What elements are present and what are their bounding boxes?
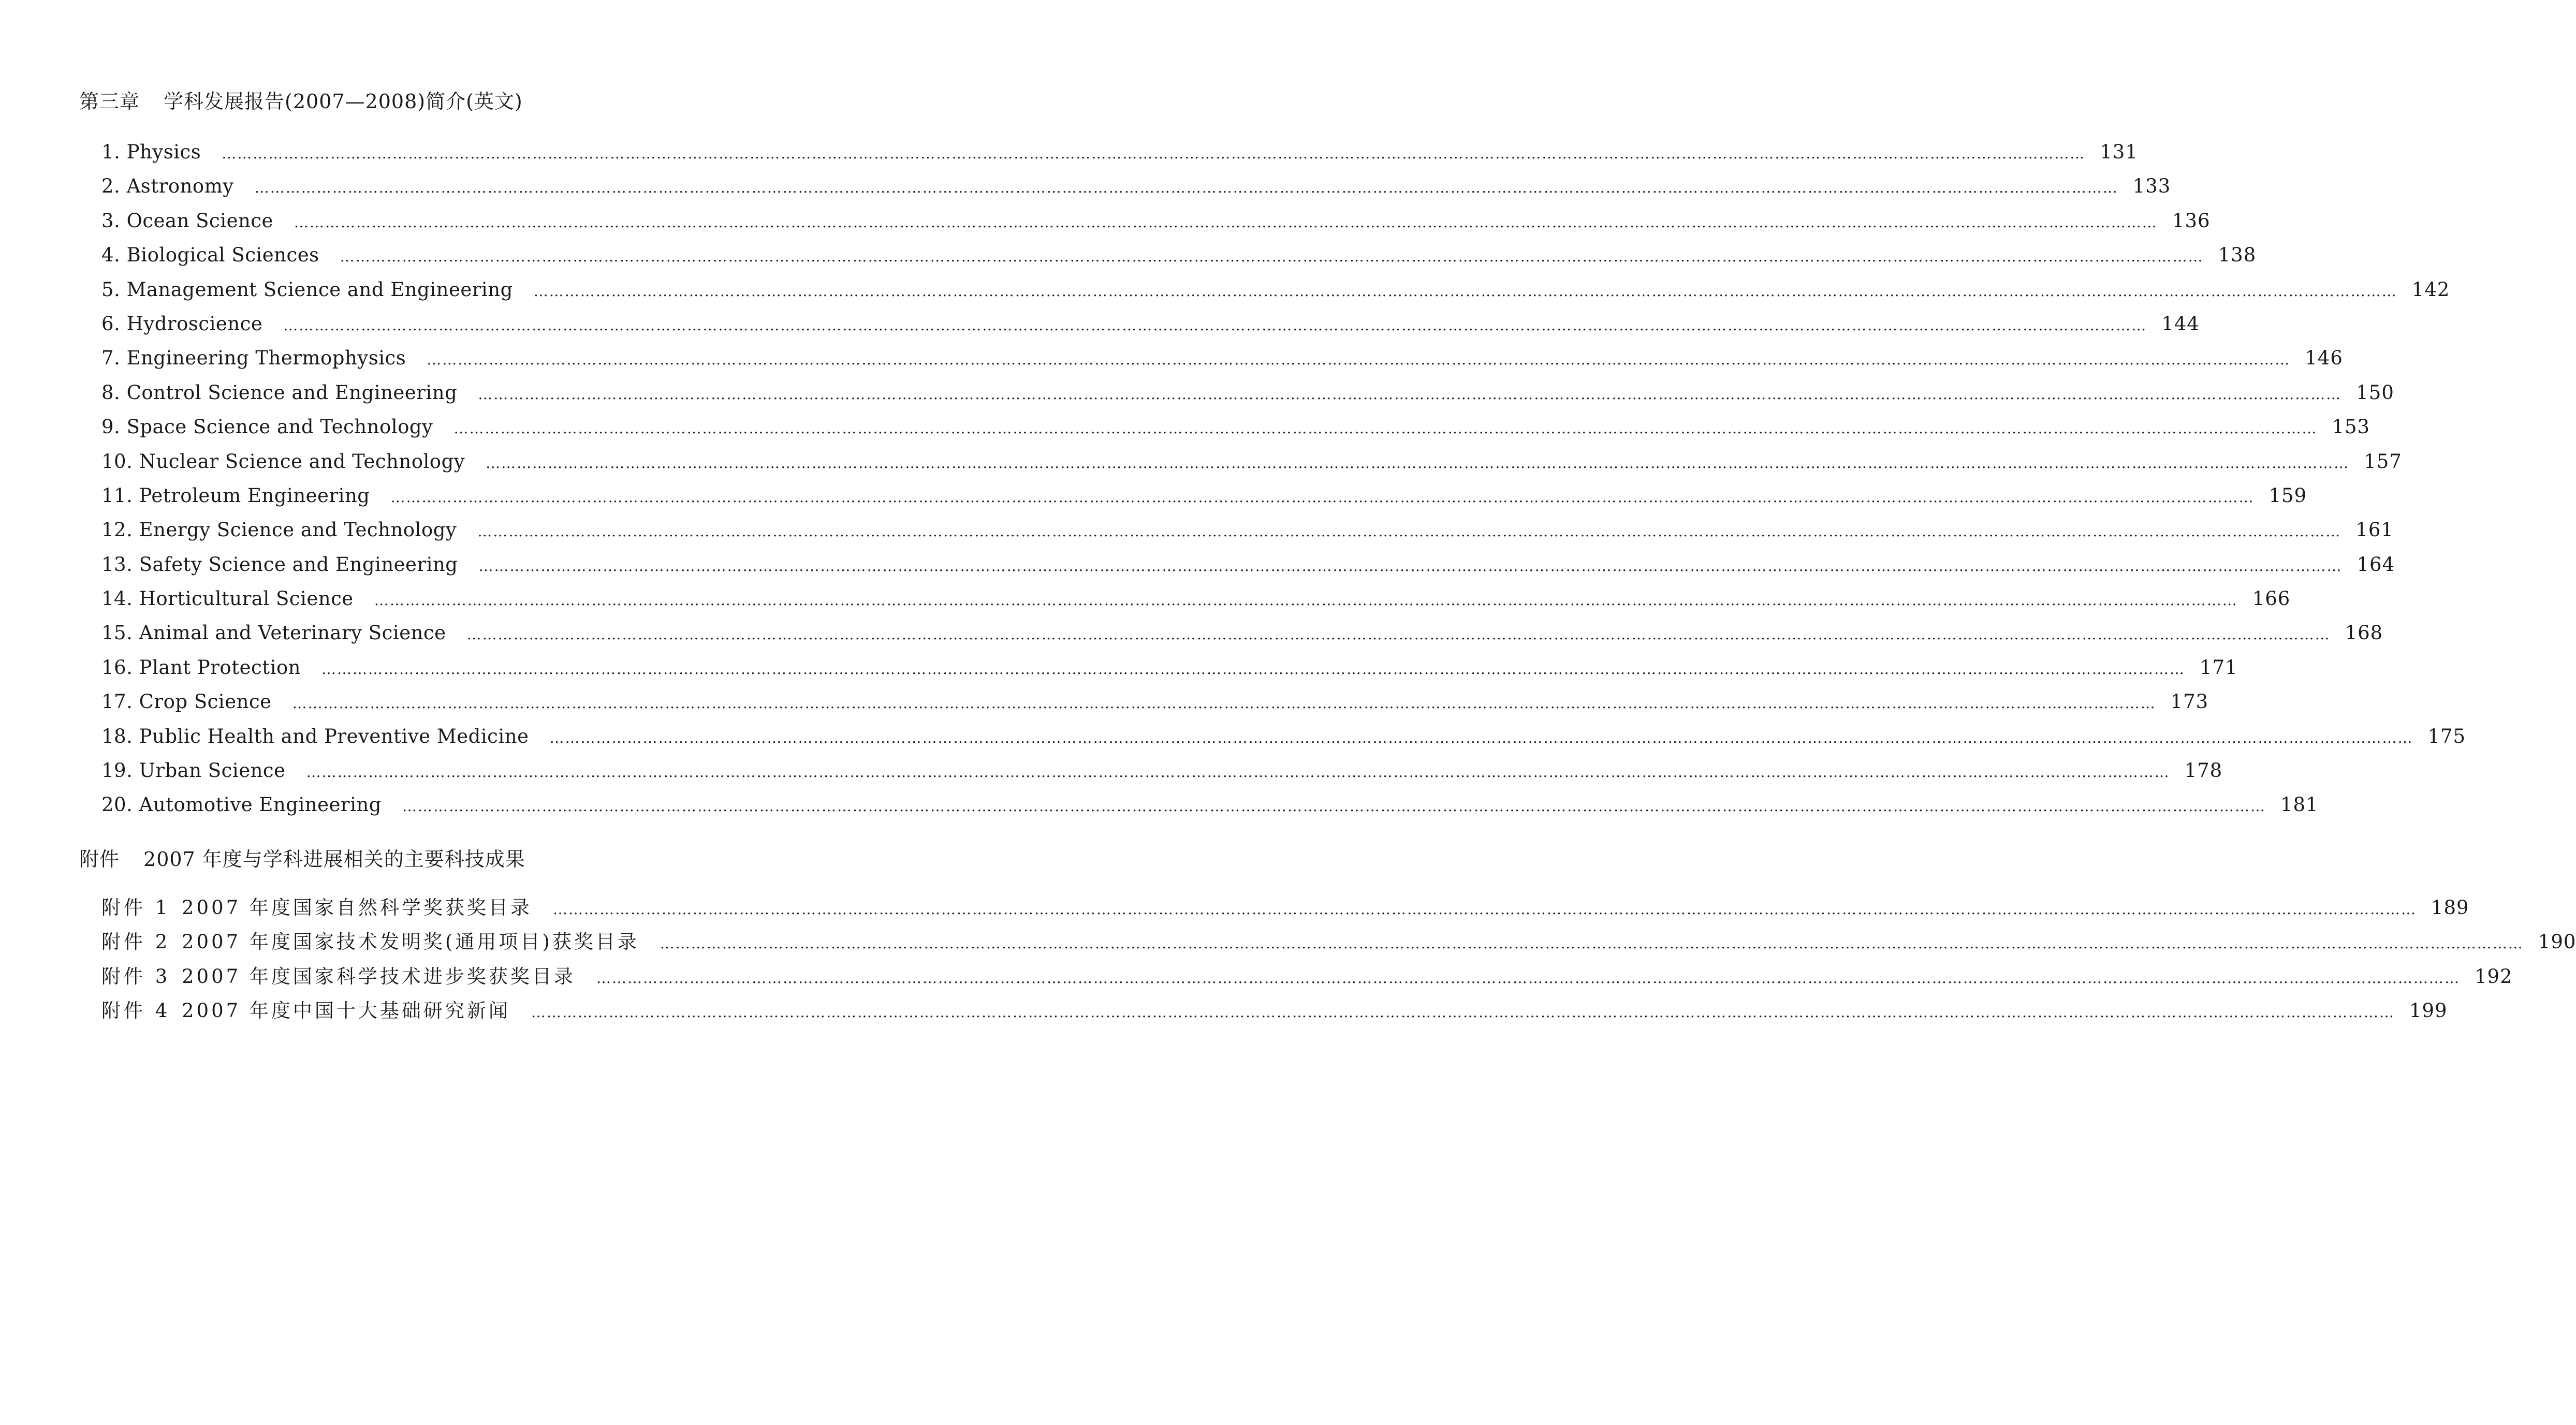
toc-entry[interactable] <box>101 621 2383 655</box>
page-number: 171 <box>2200 656 2238 679</box>
dot-leader: ……………………………………………………………………………………………………………………………………………………………………………………………………………………………………………………………………………………………………………………………… <box>321 660 2186 678</box>
page-number: 136 <box>2172 209 2211 232</box>
appendix-entry-title: 2007 年度国家自然科学奖获奖目录 <box>182 897 532 919</box>
toc-entry[interactable] <box>101 449 2402 483</box>
dot-leader: ……………………………………………………………………………………………………………………………………………………………………………………………………………………………………………………………………………………………………………………………… <box>660 935 2524 952</box>
page-number: 142 <box>2411 278 2450 301</box>
page-number: 168 <box>2345 622 2383 644</box>
page-number: 138 <box>2218 244 2257 267</box>
toc-entry-label: 1. Physics <box>101 141 201 163</box>
toc-entry[interactable] <box>101 380 2394 415</box>
toc-entry[interactable] <box>101 415 2370 449</box>
toc-entry-label: 7. Engineering Thermophysics <box>101 347 406 370</box>
toc-entry-label: 8. Control Science and Engineering <box>101 381 458 404</box>
appendix-entry-title: 2007 年度中国十大基础研究新闻 <box>182 1000 510 1022</box>
toc-entry-label: 20. Automotive Engineering <box>101 794 382 816</box>
page-number: 192 <box>2474 965 2513 988</box>
toc-entry[interactable] <box>101 552 2395 586</box>
toc-entry[interactable] <box>101 346 2343 380</box>
page-number: 166 <box>2252 587 2291 610</box>
dot-leader: ……………………………………………………………………………………………………………………………………………………………………………………………………………………………………………………………………………………………………………………………… <box>531 1004 2395 1021</box>
toc-entry-label: 12. Energy Science and Technology <box>101 519 457 541</box>
toc-entry[interactable] <box>101 174 2171 208</box>
dot-leader: ……………………………………………………………………………………………………………………………………………………………………………………………………………………………………………………………………………………………………………………………… <box>427 351 2291 369</box>
appendix-toc <box>101 895 2576 1033</box>
toc-entry[interactable] <box>101 483 2307 518</box>
toc-entry[interactable] <box>101 243 2257 277</box>
page-number: 181 <box>2280 794 2319 816</box>
appendix-number: 附件 1 <box>101 897 171 919</box>
dot-leader: ……………………………………………………………………………………………………………………………………………………………………………………………………………………………………………………………………………………………………………………………… <box>533 282 2397 300</box>
toc-entry-label: 4. Biological Sciences <box>101 244 319 267</box>
toc-entry[interactable] <box>101 312 2200 346</box>
page-number: 199 <box>2409 1000 2448 1022</box>
dot-leader: ……………………………………………………………………………………………………………………………………………………………………………………………………………………………………………………………………………………………………………………………… <box>340 248 2204 266</box>
dot-leader: ……………………………………………………………………………………………………………………………………………………………………………………………………………………………………………………………………………………………………………………………… <box>596 969 2460 987</box>
toc-entry-label <box>101 895 532 920</box>
page-number: 175 <box>2427 725 2466 747</box>
page-number: 144 <box>2161 312 2200 335</box>
page-number: 146 <box>2305 347 2343 370</box>
appendix-number: 附件 3 <box>101 965 171 988</box>
toc-entry-label: 11. Petroleum Engineering <box>101 484 370 507</box>
appendix-number: 附件 4 <box>101 1000 171 1022</box>
dot-leader: ……………………………………………………………………………………………………………………………………………………………………………………………………………………………………………………………………………………………………………………………… <box>292 695 2156 712</box>
page-number: 159 <box>2268 484 2307 507</box>
toc-entry[interactable] <box>101 964 2513 998</box>
toc-entry[interactable] <box>101 689 2209 724</box>
page-number: 150 <box>2356 381 2394 404</box>
page-number: 173 <box>2170 691 2209 713</box>
toc-entry[interactable] <box>101 277 2450 312</box>
toc-entry-label: 10. Nuclear Science and Technology <box>101 450 465 473</box>
appendix-number: 附件 2 <box>101 931 171 953</box>
page-number: 189 <box>2431 897 2469 919</box>
page-number: 178 <box>2184 759 2223 782</box>
dot-leader: ……………………………………………………………………………………………………………………………………………………………………………………………………………………………………………………………………………………………………………………………… <box>478 385 2342 403</box>
toc-entry[interactable] <box>101 724 2466 758</box>
dot-leader: ……………………………………………………………………………………………………………………………………………………………………………………………………………………………………………………………………………………………………………………………… <box>294 213 2158 231</box>
page-number: 131 <box>2100 141 2138 163</box>
appendix-label: 附件 <box>79 848 120 871</box>
toc-entry[interactable] <box>101 586 2291 621</box>
appendix-heading <box>79 847 525 872</box>
chapter-label: 第三章 <box>79 90 140 113</box>
dot-leader: ……………………………………………………………………………………………………………………………………………………………………………………………………………………………………………………………………………………………………………………………… <box>222 145 2086 162</box>
toc-entry-label: 16. Plant Protection <box>101 656 301 679</box>
toc-entry-label: 3. Ocean Science <box>101 209 273 232</box>
dot-leader: ……………………………………………………………………………………………………………………………………………………………………………………………………………………………………………………………………………………………………………………………… <box>254 179 2118 197</box>
dot-leader: ……………………………………………………………………………………………………………………………………………………………………………………………………………………………………………………………………………………………………………………………… <box>306 763 2170 781</box>
toc-entry[interactable] <box>101 140 2138 174</box>
dot-leader: ……………………………………………………………………………………………………………………………………………………………………………………………………………………………………………………………………………………………………………………………… <box>477 523 2341 540</box>
toc-entry[interactable] <box>101 209 2211 243</box>
toc-entry[interactable] <box>101 518 2394 552</box>
chapter-title: 学科发展报告(2007—2008)简介(英文) <box>164 90 523 113</box>
appendix-entry-title: 2007 年度国家科学技术进步奖获奖目录 <box>182 965 576 988</box>
toc-entry-label: 17. Crop Science <box>101 691 272 713</box>
dot-leader: ……………………………………………………………………………………………………………………………………………………………………………………………………………………………………………………………………………………………………………………………… <box>486 454 2350 472</box>
toc-entry-label: 6. Hydroscience <box>101 312 263 335</box>
toc-entry[interactable] <box>101 895 2469 930</box>
toc-entry-label: 13. Safety Science and Engineering <box>101 553 458 576</box>
toc-entry[interactable] <box>101 758 2223 792</box>
toc-entry-label <box>101 998 510 1023</box>
page-number: 164 <box>2357 553 2395 576</box>
dot-leader: ……………………………………………………………………………………………………………………………………………………………………………………………………………………………………………………………………………………………………………………………… <box>478 557 2343 575</box>
toc-entry-label: 15. Animal and Veterinary Science <box>101 622 446 644</box>
dot-leader: ……………………………………………………………………………………………………………………………………………………………………………………………………………………………………………………………………………………………………………………………… <box>374 592 2238 609</box>
dot-leader: ……………………………………………………………………………………………………………………………………………………………………………………………………………………………………………………………………………………………………………………………… <box>466 626 2331 643</box>
toc-entry-label: 5. Management Science and Engineering <box>101 278 513 301</box>
page-number: 161 <box>2355 519 2394 541</box>
toc-entry-label: 18. Public Health and Preventive Medicine <box>101 725 529 747</box>
dot-leader: ……………………………………………………………………………………………………………………………………………………………………………………………………………………………………………………………………………………………………………………………… <box>549 729 2413 746</box>
appendix-entry-title: 2007 年度国家技术发明奖(通用项目)获奖目录 <box>182 931 639 953</box>
chapter-three-heading <box>79 89 523 114</box>
toc-entry-label <box>101 930 639 954</box>
toc-entry[interactable] <box>101 930 2576 964</box>
chapter-three-toc <box>101 140 2466 827</box>
toc-entry[interactable] <box>101 655 2238 689</box>
dot-leader: ……………………………………………………………………………………………………………………………………………………………………………………………………………………………………………………………………………………………………………………………… <box>453 420 2318 437</box>
dot-leader: ……………………………………………………………………………………………………………………………………………………………………………………………………………………………………………………………………………………………………………………………… <box>283 316 2147 334</box>
page-number: 157 <box>2364 450 2402 473</box>
dot-leader: ……………………………………………………………………………………………………………………………………………………………………………………………………………………………………………………………………………………………………………………………… <box>552 901 2417 918</box>
toc-entry-label: 14. Horticultural Science <box>101 587 354 610</box>
toc-entry-label: 2. Astronomy <box>101 175 234 198</box>
dot-leader: ……………………………………………………………………………………………………………………………………………………………………………………………………………………………………………………………………………………………………………………………… <box>402 798 2266 815</box>
page-number: 190 <box>2538 931 2576 953</box>
page-number: 153 <box>2332 416 2370 438</box>
toc-entry-label <box>101 964 576 989</box>
page-number: 133 <box>2132 175 2171 198</box>
toc-entry-label: 9. Space Science and Technology <box>101 416 433 438</box>
appendix-title: 2007 年度与学科进展相关的主要科技成果 <box>143 848 525 871</box>
toc-entry-label: 19. Urban Science <box>101 759 286 782</box>
toc-entry[interactable] <box>101 998 2448 1033</box>
toc-entry[interactable] <box>101 792 2319 827</box>
dot-leader: ……………………………………………………………………………………………………………………………………………………………………………………………………………………………………………………………………………………………………………………………… <box>390 488 2255 506</box>
